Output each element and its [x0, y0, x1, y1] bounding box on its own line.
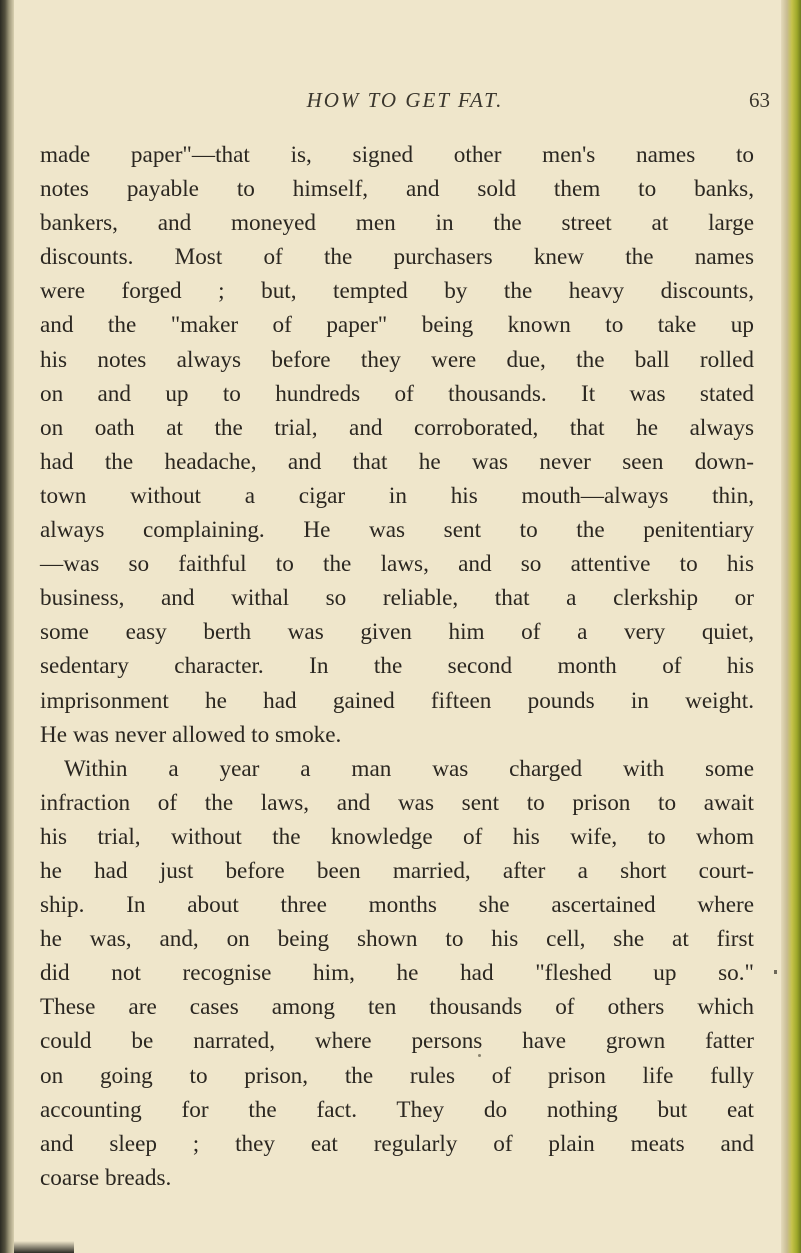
text-line: could be narrated, where persons have grown fatter: [40, 1028, 754, 1055]
text-line: and the "maker of paper" being known to take up: [40, 312, 754, 339]
text-line: and sleep ; they eat regularly of plain meats and: [40, 1130, 754, 1157]
text-line: his trial, without the knowledge of his wife, to whom: [40, 823, 754, 850]
running-header: [40, 88, 770, 116]
text-line: he was, and, on being shown to his cell, she at first: [40, 926, 754, 953]
running-title: HOW TO GET FAT.: [306, 88, 504, 112]
text-line: town without a cigar in his mouth—always thin,: [40, 482, 754, 509]
text-line: —was so faithful to the laws, and so attentive to his: [40, 551, 754, 578]
text-line: accounting for the fact. They do nothing but eat: [40, 1096, 754, 1123]
text-line: He was never allowed to smoke.: [40, 721, 342, 748]
ink-speck: [774, 970, 777, 974]
text-line: ship. In about three months she ascertained where: [40, 892, 754, 919]
text-line: his notes always before they were due, the ball rolled: [40, 346, 754, 373]
text-line: on oath at the trial, and corroborated, that he always: [40, 414, 754, 441]
page-number: 63: [749, 88, 770, 112]
bottom-shadow: [14, 1241, 74, 1253]
text-line: discounts. Most of the purchasers knew the names: [40, 244, 754, 271]
text-line: always complaining. He was sent to the penitentiary: [40, 517, 754, 544]
text-line: imprisonment he had gained fifteen pounds in weight.: [40, 687, 754, 714]
text-line: had the headache, and that he was never seen down-: [40, 448, 754, 475]
text-line: business, and withal so reliable, that a clerkship or: [40, 585, 754, 612]
text-line: he had just before been married, after a short court-: [40, 857, 754, 884]
text-line: on going to prison, the rules of prison life fully: [40, 1062, 754, 1089]
text-line: did not recognise him, he had "fleshed up so.": [40, 960, 754, 987]
text-line: Within a year a man was charged with some: [64, 755, 754, 782]
text-line: made paper"—that is, signed other men's names to: [40, 142, 754, 168]
text-line: These are cases among ten thousands of others which: [40, 994, 754, 1021]
text-line: some easy berth was given him of a very quiet,: [40, 619, 754, 646]
text-line: coarse breads.: [40, 1164, 172, 1191]
binding-edge: [0, 0, 14, 1253]
text-line: sedentary character. In the second month of his: [40, 653, 754, 680]
text-line: infraction of the laws, and was sent to prison to await: [40, 789, 754, 816]
text-line: on and up to hundreds of thousands. It was stated: [40, 380, 754, 407]
text-line: bankers, and moneyed men in the street at large: [40, 210, 754, 237]
ink-speck: [478, 1054, 481, 1057]
page-edge-right: [781, 0, 801, 1253]
text-line: notes payable to himself, and sold them to banks,: [40, 176, 754, 203]
body-text: [40, 138, 754, 1195]
text-line: were forged ; but, tempted by the heavy discounts,: [40, 278, 754, 305]
